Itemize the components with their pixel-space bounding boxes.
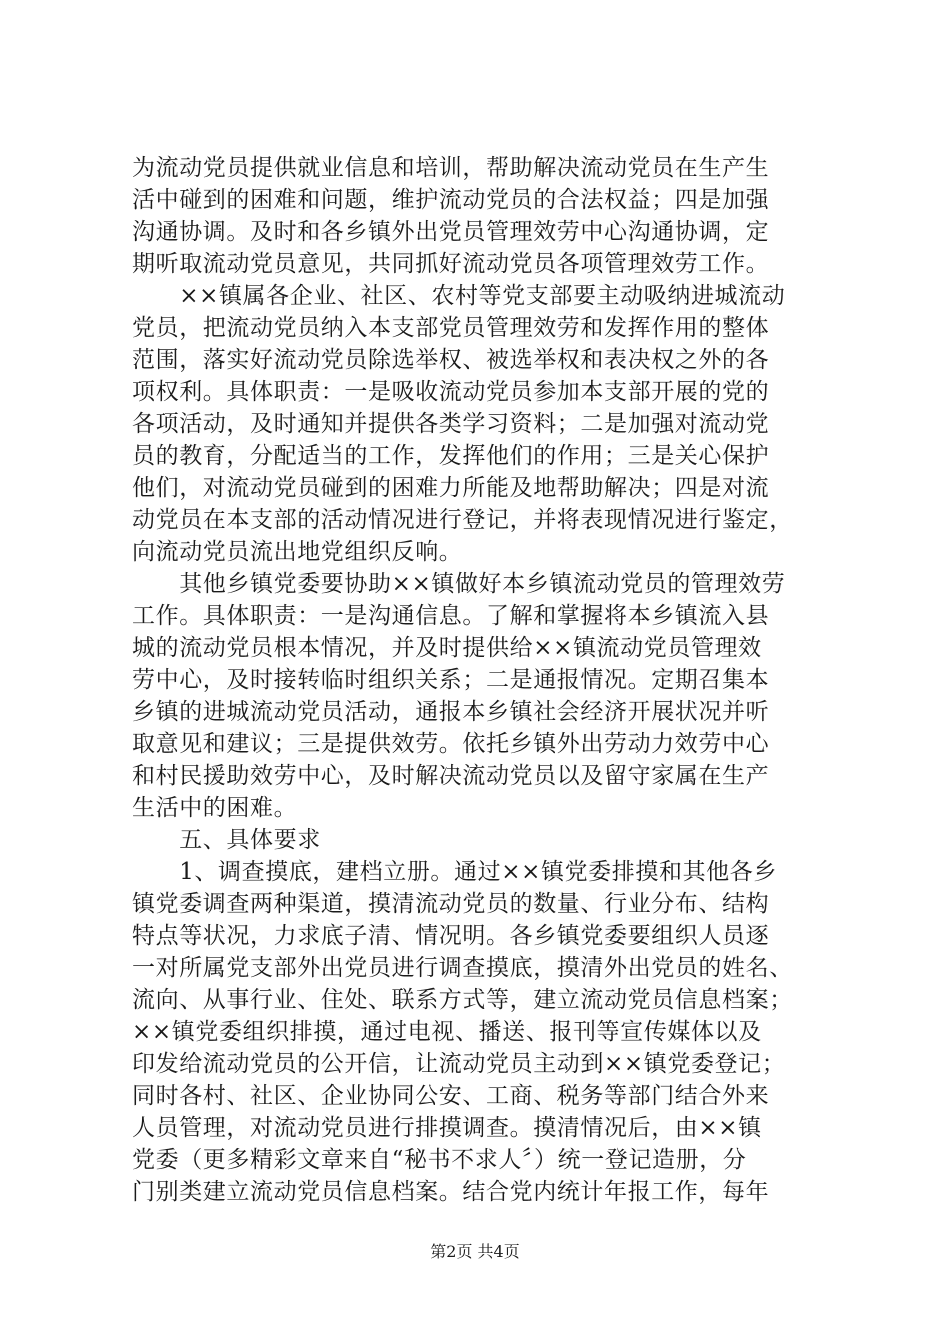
text-line: 活中碰到的困难和问题，维护流动党员的合法权益；四是加强 <box>132 187 770 213</box>
text-line: 一对所属党支部外出党员进行调查摸底，摸清外出党员的姓名、 <box>132 955 793 981</box>
text-line: 和村民援助效劳中心，及时解决流动党员以及留守家属在生产 <box>132 763 770 789</box>
text-line: 1、调查摸底，建档立册。通过××镇党委排摸和其他各乡 <box>132 859 777 885</box>
section-heading: 五、具体要求 <box>132 827 321 853</box>
text-line: 流向、从事行业、住处、联系方式等，建立流动党员信息档案； <box>132 987 793 1013</box>
text-line: 特点等状况，力求底子清、情况明。各乡镇党委要组织人员逐 <box>132 923 770 949</box>
text-line: ××镇属各企业、社区、农村等党支部要主动吸纳进城流动 <box>132 283 786 309</box>
text-line: 期听取流动党员意见，共同抓好流动党员各项管理效劳工作。 <box>132 251 770 277</box>
text-line: 同时各村、社区、企业协同公安、工商、税务等部门结合外来 <box>132 1083 770 1109</box>
text-line: 印发给流动党员的公开信，让流动党员主动到××镇党委登记； <box>132 1051 786 1077</box>
text-line: 向流动党员流出地党组织反响。 <box>132 539 463 565</box>
text-line: 劳中心，及时接转临时组织关系；二是通报情况。定期召集本 <box>132 667 770 693</box>
text-line: 人员管理，对流动党员进行排摸调查。摸清情况后，由××镇 <box>132 1115 762 1141</box>
text-line: 其他乡镇党委要协助××镇做好本乡镇流动党员的管理效劳 <box>132 571 786 597</box>
text-line: 生活中的困难。 <box>132 795 298 821</box>
text-line: 工作。具体职责：一是沟通信息。了解和掌握将本乡镇流入县 <box>132 603 770 629</box>
page-footer: 第2页 共4页 <box>430 1242 520 1261</box>
text-line: 党委（更多精彩文章来自“秘书不求人〞）统一登记造册，分 <box>132 1147 747 1173</box>
text-line: 乡镇的进城流动党员活动，通报本乡镇社会经济开展状况并听 <box>132 699 770 725</box>
text-line: 范围，落实好流动党员除选举权、被选举权和表决权之外的各 <box>132 347 770 373</box>
text-line: 党员，把流动党员纳入本支部党员管理效劳和发挥作用的整体 <box>132 315 770 341</box>
text-line: 沟通协调。及时和各乡镇外出党员管理效劳中心沟通协调，定 <box>132 219 770 245</box>
text-line: 动党员在本支部的活动情况进行登记，并将表现情况进行鉴定， <box>132 507 793 533</box>
text-line: 员的教育，分配适当的工作，发挥他们的作用；三是关心保护 <box>132 443 770 469</box>
text-line: 镇党委调查两种渠道，摸清流动党员的数量、行业分布、结构 <box>132 891 770 917</box>
text-line: 他们，对流动党员碰到的困难力所能及地帮助解决；四是对流 <box>132 475 770 501</box>
text-line: ××镇党委组织排摸，通过电视、播送、报刊等宣传媒体以及 <box>132 1019 762 1045</box>
document-body <box>132 152 832 1208</box>
text-line: 项权利。具体职责：一是吸收流动党员参加本支部开展的党的 <box>132 379 770 405</box>
text-line: 门别类建立流动党员信息档案。结合党内统计年报工作，每年 <box>132 1179 770 1205</box>
text-line: 取意见和建议；三是提供效劳。依托乡镇外出劳动力效劳中心 <box>132 731 770 757</box>
text-line: 各项活动，及时通知并提供各类学习资料；二是加强对流动党 <box>132 411 770 437</box>
text-line: 城的流动党员根本情况，并及时提供给××镇流动党员管理效 <box>132 635 762 661</box>
text-line: 为流动党员提供就业信息和培训，帮助解决流动党员在生产生 <box>132 155 770 181</box>
